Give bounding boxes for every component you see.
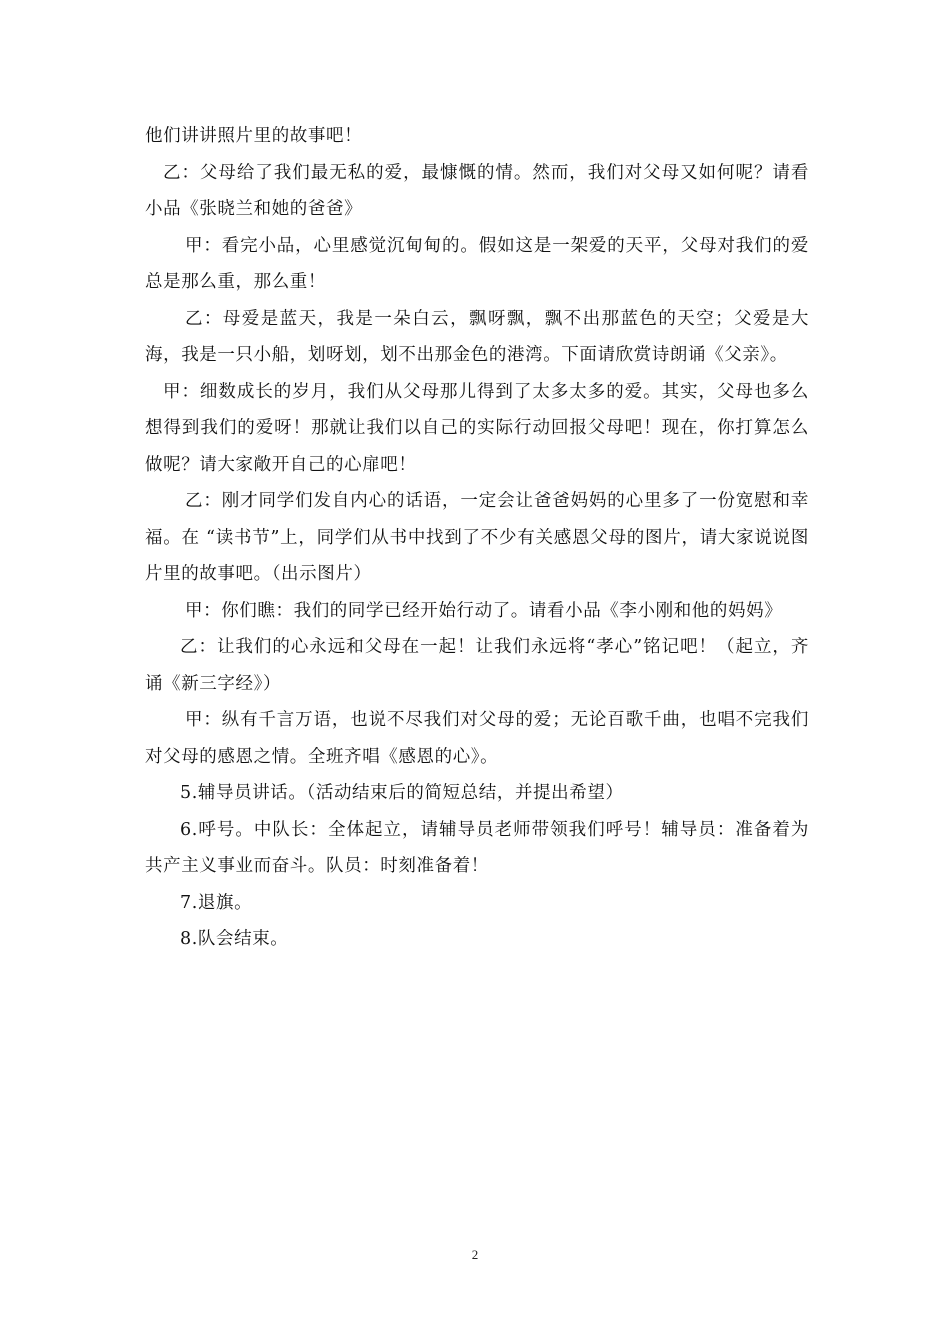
paragraph-jia-scale-of-love: 甲：看完小品，心里感觉沉甸甸的。假如这是一架爱的天平，父母对我们的爱总是那么重，那么重！ [145,235,809,292]
paragraph-jia-skit-li: 甲：你们瞧：我们的同学已经开始行动了。请看小品《李小刚和他的妈妈》 [185,600,783,621]
paragraph-yi-reading-festival: 乙：刚才同学们发自内心的话语，一定会让爸爸妈妈的心里多了一份宽慰和幸福。在 “读书节”上，同学们从书中找到了不少有关感恩父母的图片，请大家说说图片里的故事吧。（出示图片） [145,491,809,584]
paragraph-story-intro: 他们讲讲照片里的故事吧！ [145,126,363,146]
paragraph-yi-poem-father: 乙：母爱是蓝天，我是一朵白云，飘呀飘，飘不出那蓝色的天空；父爱是大海，我是一只小船，划呀划，划不出那金色的港湾。下面请欣赏诗朗诵《父亲》。 [145,308,809,365]
list-item-retire-flag: 7.退旗。 [180,892,253,913]
list-item-counselor-speech: 5.辅导员讲话。（活动结束后的简短总结，并提出希望） [180,783,624,803]
paragraph-yi-skit-zhang: 乙：父母给了我们最无私的爱，最慷慨的情。然而，我们对父母又如何呢？请看小品《张晓兰和她的爸爸》 [145,162,809,219]
list-item-slogan: 6.呼号。中队长：全体起立，请辅导员老师带领我们呼号！辅导员：准备着为共产主义事业而奋斗。队员：时刻准备着！ [145,819,809,876]
list-item-meeting-end: 8.队会结束。 [180,929,289,949]
paragraph-jia-grateful-heart: 甲：纵有千言万语，也说不尽我们对父母的爱；无论百歌千曲，也唱不完我们对父母的感恩之情。全班齐唱《感恩的心》。 [145,710,809,767]
paragraph-jia-repay-parents: 甲：细数成长的岁月，我们从父母那儿得到了太多太多的爱。其实，父母也多么想得到我们的爱呀！那就让我们以自己的实际行动回报父母吧！现在，你打算怎么做呢？请大家敞开自己的心扉吧！ [145,381,809,475]
page-number: 2 [471,1247,479,1262]
document-body [145,118,809,958]
paragraph-yi-three-character-classic: 乙：让我们的心永远和父母在一起！让我们永远将“孝心”铭记吧！（起立，齐诵《新三字经》） [145,637,809,694]
